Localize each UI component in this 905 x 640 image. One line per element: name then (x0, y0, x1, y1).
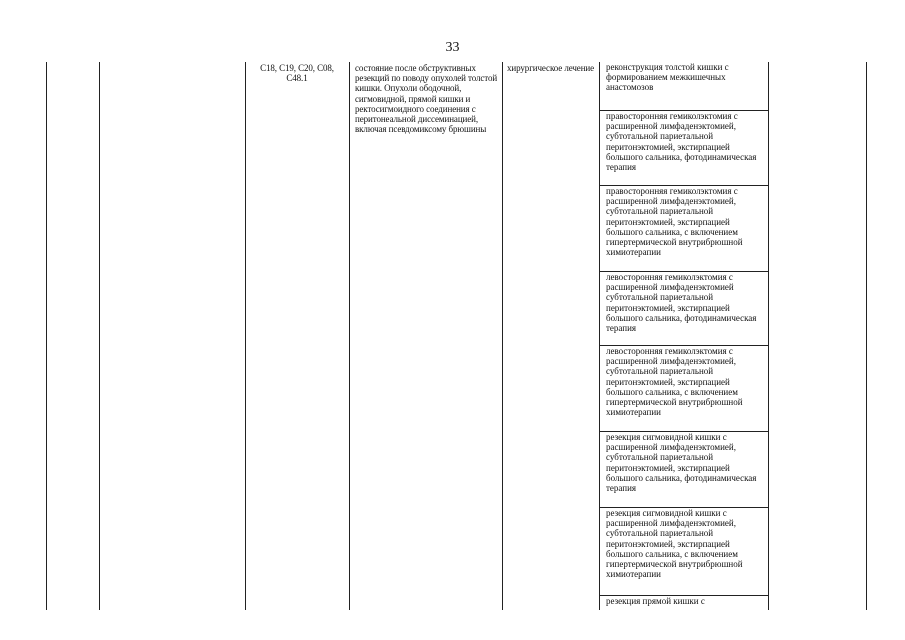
method-cell: левосторонняя гемиколэктомия с расширенной лимфаденэктомией субтотальной париетальной перитонэктомией, экстирпацией большого сальника, фотодинамическая терапия (600, 272, 768, 346)
table-border-left (46, 62, 47, 610)
page-number: 33 (445, 40, 460, 55)
method-cell: резекция сигмовидной кишки с расширенной лимфаденэктомией, субтотальной париетальной перитонэктомией, экстирпацией большого сальника, с включением гипертермической внутрибрюшной химиотерапии (600, 508, 768, 596)
table-border-right (866, 62, 867, 610)
column-divider-2 (245, 62, 246, 610)
method-cell: правосторонняя гемиколэктомия с расширенной лимфаденэктомией, субтотальной париетальной перитонэктомией, экстирпацией большого сальника, с включением гипертермической внутрибрюшной химиотерапии (600, 186, 768, 272)
methods-column (599, 62, 769, 610)
method-cell: правосторонняя гемиколэктомия с расширенной лимфаденэктомией, субтотальной париетальной перитонэктомией, экстирпацией большого сальника, фотодинамическая терапия (600, 111, 768, 186)
condition-cell: состояние после обструктивных резекций по поводу опухолей толстой кишки. Опухоли ободочной, сигмовидной, прямой кишки и ректосигмоидного соединения с перитонеальной диссеминацией, включая псевдомиксому брюшины (355, 63, 498, 135)
treatment-type-cell: хирургическое лечение (507, 63, 595, 73)
method-cell: резекция прямой кишки с (606, 596, 705, 606)
method-cell: реконструкция толстой кишки с формированием межкишечных анастомозов (600, 62, 768, 111)
method-cell: левосторонняя гемиколэктомия с расширенной лимфаденэктомией, субтотальной париетальной перитонэктомией, экстирпацией большого сальника, с включением гипертермической внутрибрюшной химиотерапии (600, 346, 768, 432)
column-divider-1 (99, 62, 100, 610)
icd-codes-cell: C18, C19, C20, C08, C48.1 (260, 63, 334, 84)
method-cell: резекция сигмовидной кишки с расширенной лимфаденэктомией, субтотальной париетальной перитонэктомией, экстирпацией большого сальника, фотодинамическая терапия (600, 432, 768, 508)
column-divider-3 (349, 62, 350, 610)
column-divider-4 (502, 62, 503, 610)
